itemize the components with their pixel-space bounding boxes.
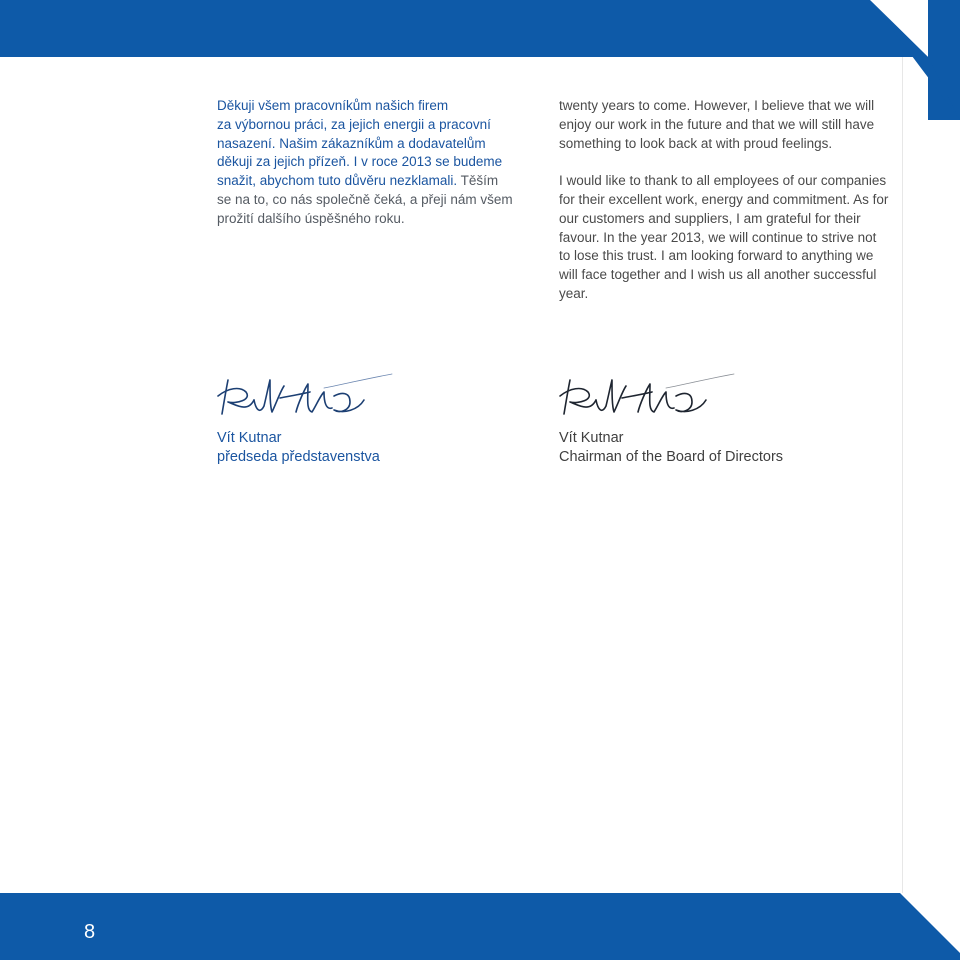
czech-line-2: za výbornou práci, za jejich energii a pracovní [217,116,491,132]
czech-line-1: Děkuji všem pracovníkům našich firem [217,98,449,113]
czech-line-3: nasazení. Našim zákazníkům a dodavatelům [217,135,486,151]
english-letter-text [559,97,889,304]
english-paragraph-1: twenty years to come. However, I believe that we will enjoy our work in the future and that we will still have something to look back at with proud feelings. [559,98,875,151]
page-number: 8 [84,921,96,943]
czech-line-5-grey: Těším [457,173,499,189]
czech-line-5 [217,172,537,191]
bottom-blue-band [0,893,960,960]
top-blue-band [0,0,960,57]
signatory-name-en: Vít Kutnar [559,430,624,446]
czech-line-4: děkuji za jejich přízeň. I v roce 2013 se budeme [217,154,503,170]
signatory-title-en: Chairman of the Board of Directors [559,449,784,465]
czech-letter-text [217,97,537,229]
czech-line-6: se na to, co nás společně čeká, a přeji nám všem [217,191,513,207]
signatory-name-cz: Vít Kutnar [217,430,282,446]
bottom-right-corner-fold [900,893,960,960]
signatory-title-cz: předseda představenstva [217,449,380,465]
signatory-block-en [559,429,783,467]
english-paragraph-2: I would like to thank to all employees of our companies for their excellent work, energy and commitment. As for our customers and suppliers, I am grateful for their favour. In the year 2013, we will continue to strive not to lose this trust. I am looking forward to anything we will face together and I wish us all another successful year. [559,173,889,301]
signatory-block-cz [217,429,380,467]
signature-image-cz [214,370,394,428]
czech-line-5-blue: snažit, abychom tuto důvěru nezklamali. [217,173,458,189]
czech-line-7: prožití dalšího úspěšného roku. [217,210,405,226]
signature-image-en [556,370,736,428]
